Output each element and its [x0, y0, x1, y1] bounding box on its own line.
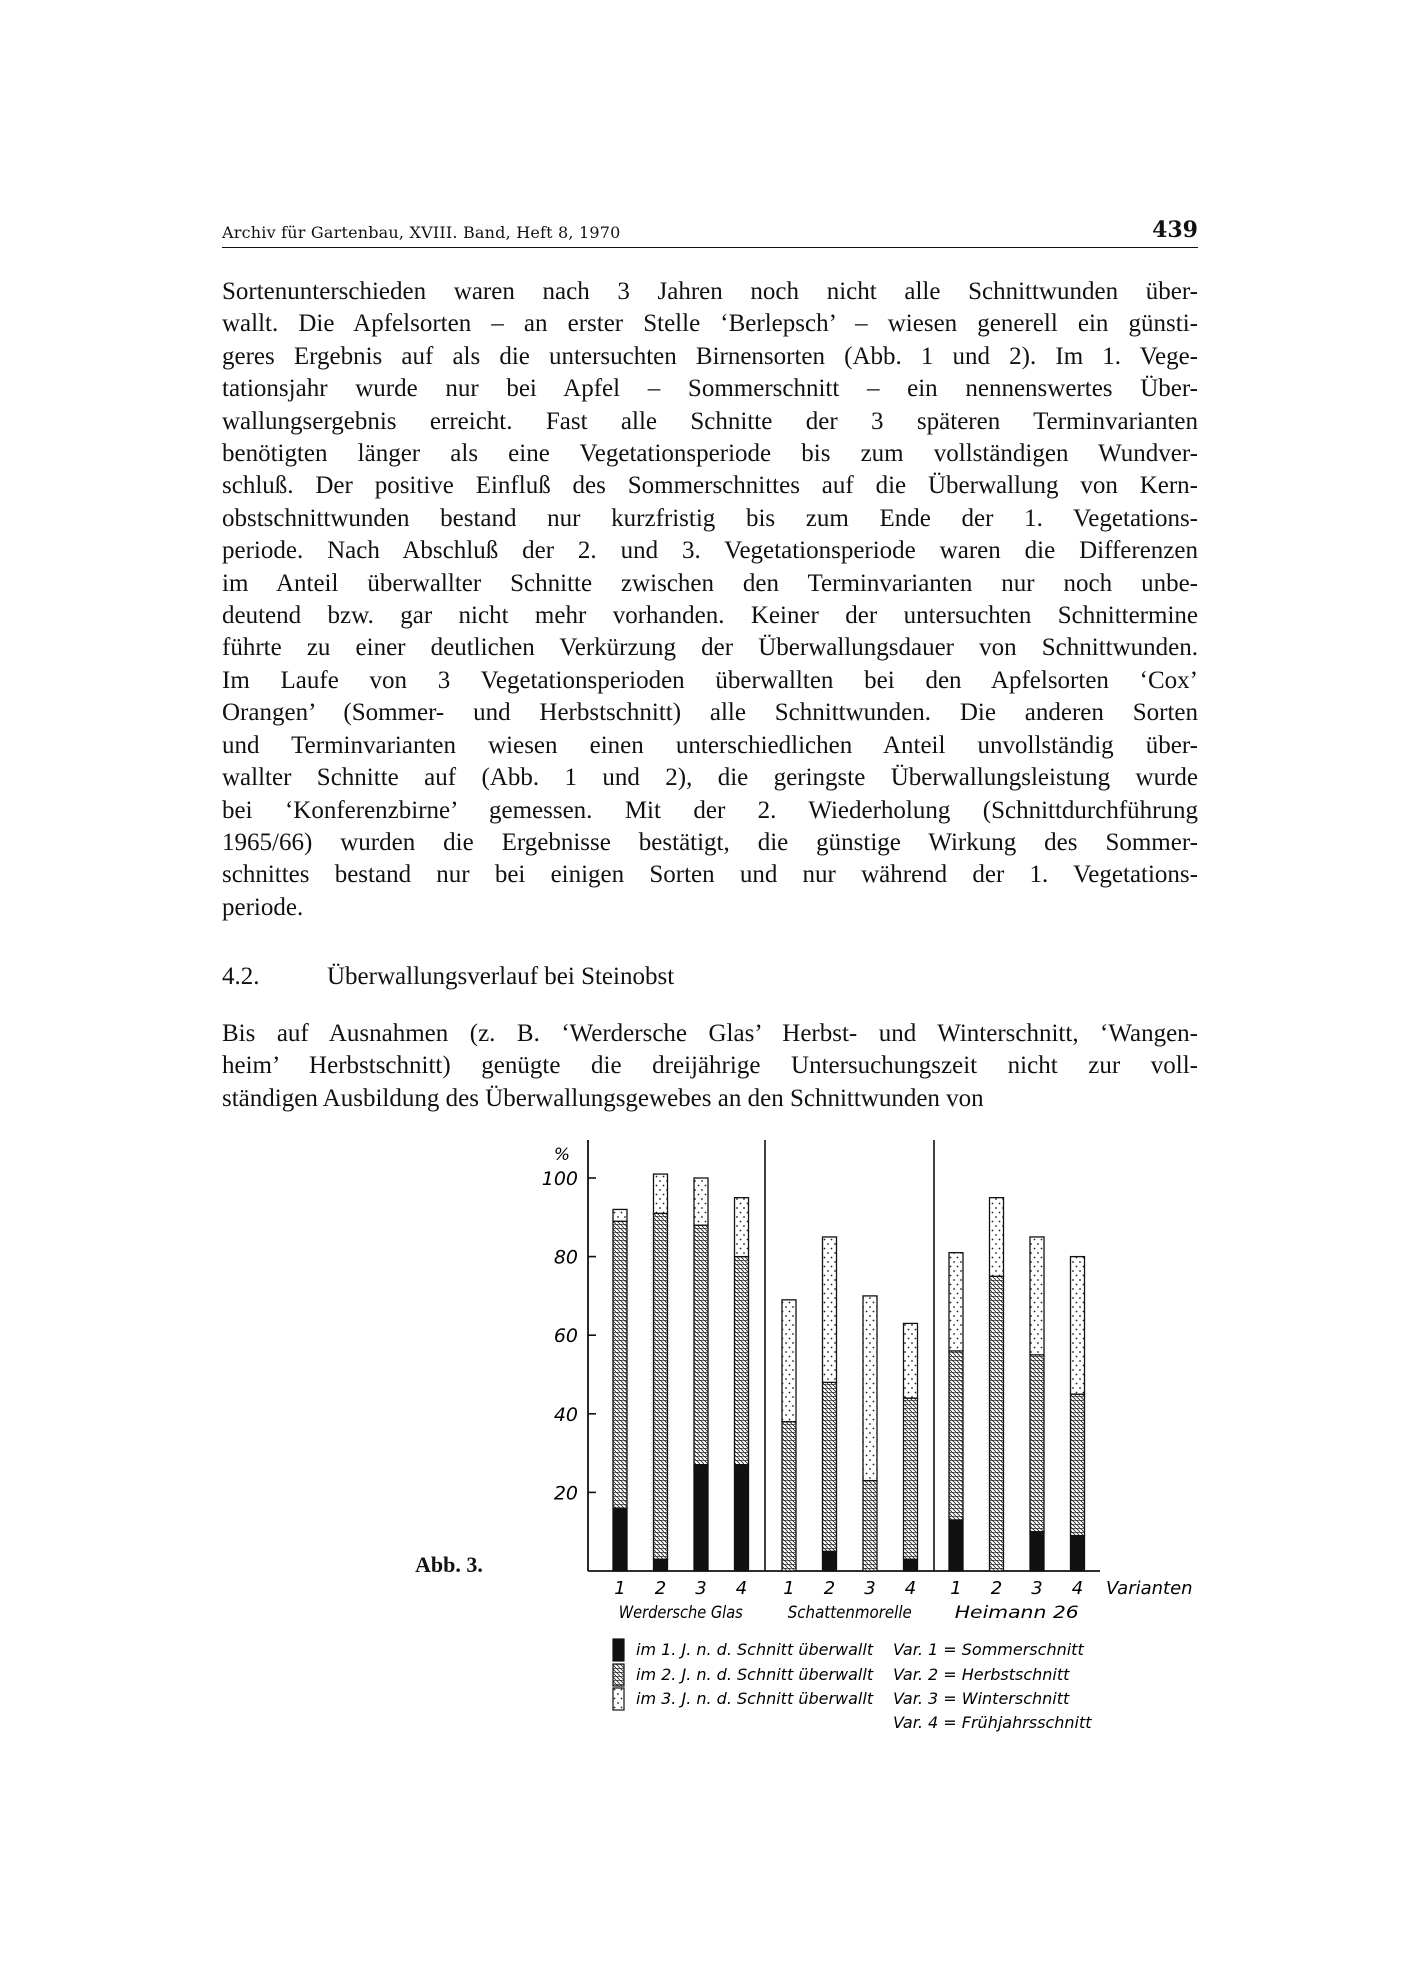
- bar-segment-year2: [782, 1422, 796, 1571]
- text-line: und Terminvarianten wiesen einen unterschiedlichen Anteil unvollständig über-: [222, 731, 1198, 759]
- text-line: schnittes bestand nur bei einigen Sorten und nur während der 1. Vegetations-: [222, 861, 1198, 889]
- text-line: schluß. Der positive Einfluß des Sommerschnittes auf die Überwallung von Kern-: [222, 472, 1198, 500]
- variant-legend-item: Var. 1 = Sommerschnitt: [893, 1640, 1084, 1659]
- text-line: führte zu einer deutlichen Verkürzung der Überwallungsdauer von Schnittwunden.: [222, 634, 1198, 662]
- group-label: Heimann 26: [954, 1603, 1079, 1623]
- bar-segment-year2: [949, 1351, 963, 1520]
- text-line: 1965/66) wurden die Ergebnisse bestätigt, die günstige Wirkung des Sommer-: [222, 828, 1198, 856]
- text-line: bei ‘Konferenzbirne’ gemessen. Mit der 2. Wiederholung (Schnittdurchführung: [222, 796, 1198, 824]
- bar-segment-year2: [735, 1257, 749, 1465]
- y-tick-label: 80: [553, 1246, 578, 1269]
- bar-segment-year3: [990, 1198, 1004, 1277]
- variant-legend-item: Var. 3 = Winterschnitt: [893, 1689, 1070, 1708]
- text-line: ständigen Ausbildung des Überwallungsgewebes an den Schnittwunden von: [222, 1084, 984, 1112]
- bar-segment-year2: [863, 1481, 877, 1571]
- y-tick-label: 60: [553, 1325, 578, 1348]
- text-line: periode. Nach Abschluß der 2. und 3. Vegetationsperiode waren die Differenzen: [222, 537, 1198, 565]
- variant-legend-item: Var. 4 = Frühjahrsschnitt: [893, 1713, 1092, 1732]
- bar-segment-year1: [1071, 1536, 1085, 1571]
- bar-segment-year2: [613, 1221, 627, 1508]
- text-line: tationsjahr wurde nur bei Apfel – Sommerschnitt – ein nennenswertes Über-: [222, 375, 1198, 403]
- text-line: wallt. Die Apfelsorten – an erster Stelle ‘Berlepsch’ – wiesen generell ein günsti-: [222, 310, 1198, 338]
- group-label: Werdersche Glas: [618, 1603, 743, 1623]
- x-tick-label: 2: [654, 1578, 667, 1599]
- bar-segment-year3: [654, 1174, 668, 1213]
- bar-segment-year3: [863, 1296, 877, 1481]
- y-axis-unit: %: [553, 1145, 571, 1165]
- bar-segment-year3: [1030, 1237, 1044, 1355]
- legend-item: im 1. J. n. d. Schnitt überwallt: [636, 1640, 874, 1659]
- bar-segment-year3: [782, 1300, 796, 1422]
- bar-segment-year1: [904, 1559, 918, 1571]
- legend-swatch: [613, 1639, 624, 1661]
- bar-segment-year2: [1071, 1394, 1085, 1535]
- x-tick-label: 3: [695, 1578, 707, 1599]
- bar-segment-year2: [904, 1398, 918, 1559]
- bar-segment-year1: [735, 1465, 749, 1571]
- y-tick-label: 20: [553, 1482, 578, 1505]
- figure-label: Abb. 3.: [415, 1552, 483, 1577]
- group-label: Schattenmorelle: [787, 1603, 912, 1623]
- x-tick-label: 4: [735, 1578, 748, 1599]
- variant-legend-item: Var. 2 = Herbstschnitt: [893, 1665, 1070, 1684]
- bar-segment-year1: [694, 1465, 708, 1571]
- bar-segment-year2: [654, 1213, 668, 1559]
- x-tick-label: 3: [864, 1578, 876, 1599]
- text-line: obstschnittwunden bestand nur kurzfristig bis zum Ende der 1. Vegetations-: [222, 504, 1198, 532]
- bar-segment-year2: [990, 1276, 1004, 1571]
- x-tick-label: 1: [950, 1578, 962, 1599]
- journal-citation: Archiv für Gartenbau, XVIII. Band, Heft 8, 1970: [222, 223, 621, 242]
- section-title: Überwallungsverlauf bei Steinobst: [327, 963, 675, 990]
- bar-segment-year1: [949, 1520, 963, 1571]
- text-line: deutend bzw. gar nicht mehr vorhanden. Keiner der untersuchten Schnittermine: [222, 602, 1198, 630]
- text-line: Orangen’ (Sommer- und Herbstschnitt) alle Schnittwunden. Die anderen Sorten: [222, 699, 1198, 727]
- x-tick-label: 4: [904, 1578, 917, 1599]
- text-line: Sortenunterschieden waren nach 3 Jahren noch nicht alle Schnittwunden über-: [222, 278, 1198, 305]
- bar-segment-year3: [823, 1237, 837, 1382]
- x-tick-label: 1: [783, 1578, 795, 1599]
- x-axis-title: Varianten: [1106, 1578, 1193, 1599]
- section-number: 4.2.: [222, 963, 260, 990]
- bar-segment-year1: [613, 1508, 627, 1571]
- text-line: wallter Schnitte auf (Abb. 1 und 2), die geringste Überwallungsleistung wurde: [222, 764, 1198, 792]
- bar-segment-year3: [735, 1198, 749, 1257]
- bar-segment-year1: [823, 1551, 837, 1571]
- text-line: benötigten länger als eine Vegetationsperiode bis zum vollständigen Wundver-: [222, 440, 1198, 468]
- legend-swatch: [613, 1664, 624, 1686]
- text-line: Im Laufe von 3 Vegetationsperioden überwallten bei den Apfelsorten ‘Cox’: [222, 666, 1198, 694]
- text-line: geres Ergebnis auf als die untersuchten Birnensorten (Abb. 1 und 2). Im 1. Vege-: [222, 342, 1198, 370]
- legend-item: im 3. J. n. d. Schnitt überwallt: [636, 1689, 874, 1708]
- bar-segment-year1: [1030, 1532, 1044, 1571]
- bar-segment-year3: [1071, 1257, 1085, 1395]
- text-line: wallungsergebnis erreicht. Fast alle Schnitte der 3 späteren Terminvarianten: [222, 407, 1198, 435]
- bar-segment-year3: [613, 1209, 627, 1221]
- x-tick-label: 2: [823, 1578, 836, 1599]
- x-tick-label: 4: [1071, 1578, 1084, 1599]
- text-line: im Anteil überwallter Schnitte zwischen den Terminvarianten nur noch unbe-: [222, 569, 1198, 597]
- page-number: 439: [1152, 217, 1198, 243]
- text-line: periode.: [222, 893, 304, 921]
- bar-segment-year3: [904, 1323, 918, 1398]
- x-tick-label: 2: [990, 1578, 1003, 1599]
- bar-segment-year2: [1030, 1355, 1044, 1532]
- bar-segment-year2: [694, 1225, 708, 1465]
- y-tick-label: 40: [553, 1403, 578, 1426]
- x-tick-label: 1: [614, 1578, 626, 1599]
- bar-segment-year1: [654, 1559, 668, 1571]
- bar-segment-year3: [949, 1253, 963, 1351]
- legend-swatch: [613, 1688, 624, 1710]
- bar-segment-year3: [694, 1178, 708, 1225]
- legend-item: im 2. J. n. d. Schnitt überwallt: [636, 1665, 874, 1684]
- y-tick-label: 100: [541, 1168, 578, 1190]
- bar-segment-year2: [823, 1382, 837, 1551]
- text-line: heim’ Herbstschnitt) genügte die dreijährige Untersuchungszeit nicht zur voll-: [222, 1052, 1198, 1080]
- text-line: Bis auf Ausnahmen (z. B. ‘Werdersche Glas’ Herbst- und Winterschnitt, ‘Wangen-: [222, 1020, 1198, 1047]
- x-tick-label: 3: [1031, 1578, 1043, 1599]
